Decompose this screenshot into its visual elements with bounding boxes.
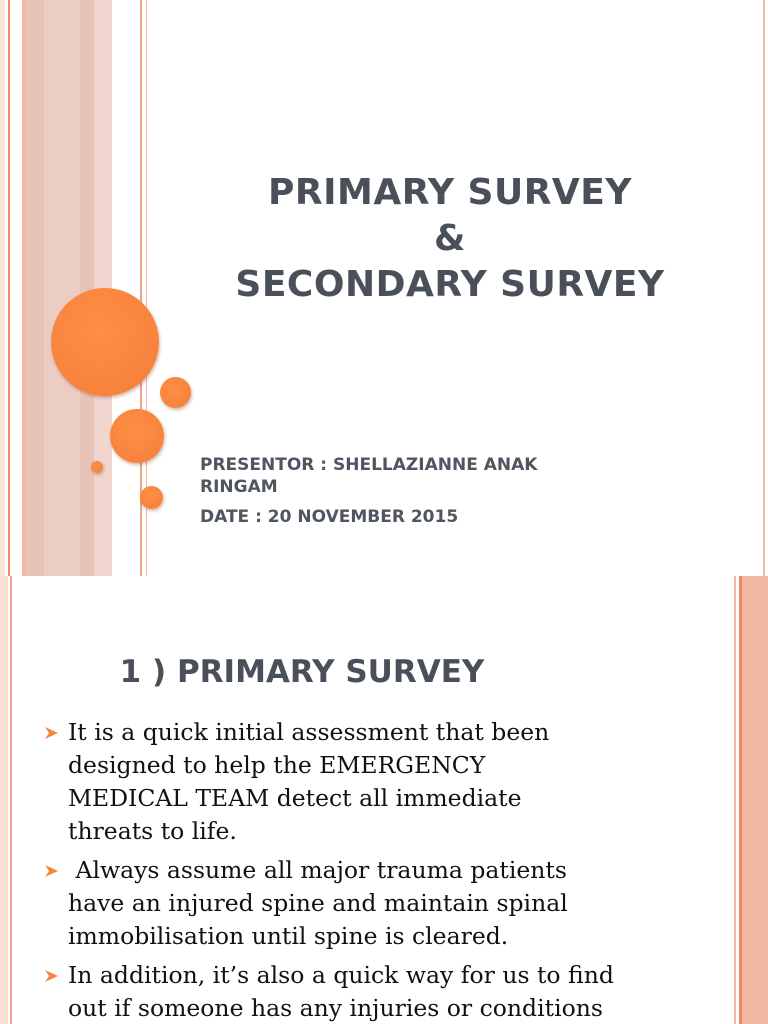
- decor-circle-small: [140, 486, 163, 509]
- decor-stripe: [0, 576, 8, 1024]
- slide-heading: 1 ) PRIMARY SURVEY: [119, 654, 485, 690]
- decor-stripe: [10, 576, 12, 1024]
- bullet-item: [45, 854, 685, 953]
- presenter-info: [200, 454, 630, 498]
- decor-circle-medium: [110, 409, 164, 463]
- bullet-item: [45, 716, 685, 848]
- presentation-date: DATE : 20 NOVEMBER 2015: [200, 507, 459, 527]
- slide-title: [190, 170, 710, 308]
- bullet-line: out if someone has any injuries or conditions: [68, 994, 603, 1022]
- bullet-line: MEDICAL TEAM detect all immediate: [68, 784, 522, 812]
- decor-stripe: [26, 0, 44, 576]
- decor-circle-large: [51, 288, 159, 396]
- decor-stripe: [742, 576, 768, 1024]
- presenter-line: RINGAM: [200, 477, 278, 497]
- decor-stripe: [763, 0, 765, 576]
- title-line: SECONDARY SURVEY: [235, 264, 665, 305]
- bullet-line: In addition, it’s also a quick way for us to find: [68, 961, 614, 989]
- bullet-line: immobilisation until spine is cleared.: [68, 922, 509, 950]
- bullet-line: have an injured spine and maintain spinal: [68, 889, 568, 917]
- decor-stripe: [8, 0, 10, 576]
- bullet-line: threats to life.: [68, 817, 237, 845]
- decor-stripe: [80, 0, 94, 576]
- title-line: PRIMARY SURVEY: [268, 172, 632, 213]
- arrow-bullet-icon: [45, 865, 58, 877]
- decor-circle-small: [160, 377, 191, 408]
- decor-stripe: [0, 0, 5, 576]
- presenter-line: PRESENTOR : SHELLAZIANNE ANAK: [200, 455, 538, 475]
- arrow-bullet-icon: [45, 970, 58, 982]
- bullet-item: [45, 959, 685, 1024]
- decor-circle-tiny: [91, 461, 103, 473]
- bullet-line: It is a quick initial assessment that been: [68, 718, 550, 746]
- content-slide: [0, 576, 768, 1024]
- arrow-bullet-icon: [45, 727, 58, 739]
- title-line: &: [434, 218, 466, 259]
- bullet-line: designed to help the EMERGENCY: [68, 751, 486, 779]
- decor-stripe: [734, 576, 736, 1024]
- bullet-line: Always assume all major trauma patients: [68, 856, 567, 884]
- bullet-list: [45, 716, 685, 1024]
- decor-stripe: [44, 0, 80, 576]
